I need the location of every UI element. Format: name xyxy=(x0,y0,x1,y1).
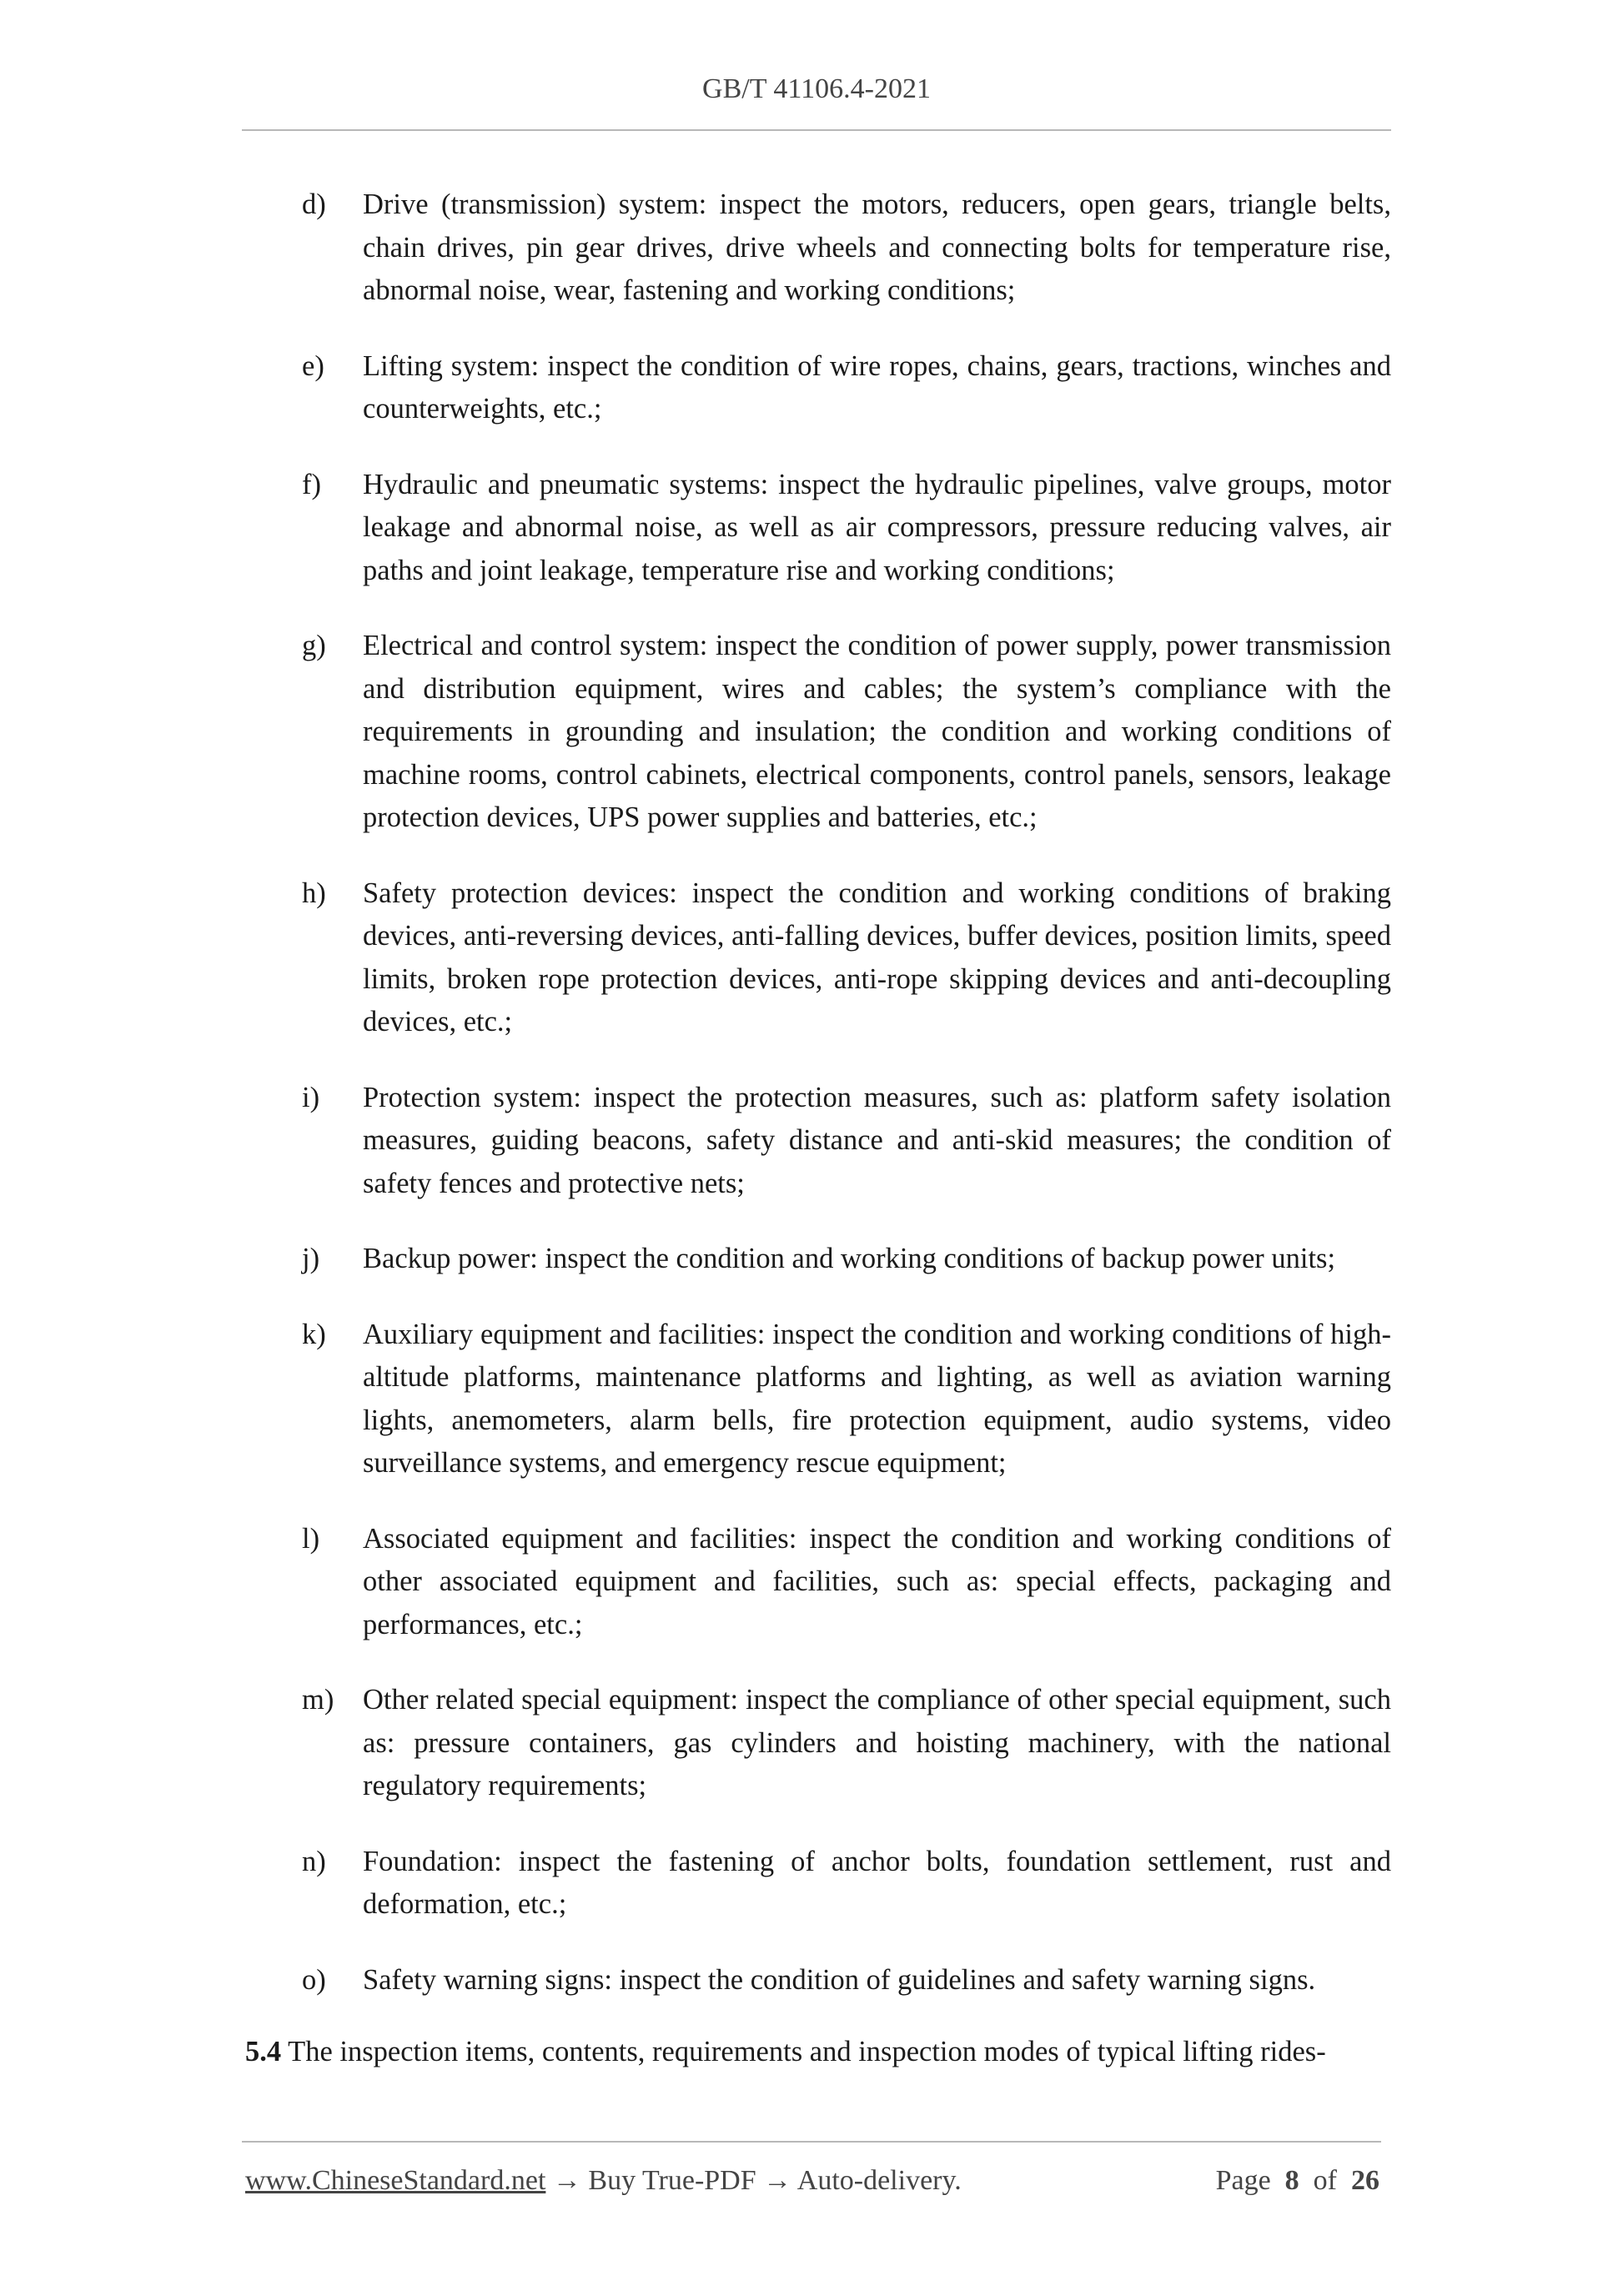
list-item-text: Other related special equipment: inspect the compliance of other special equipment, such as: pressure containers, gas cylinders and hoisting machinery, with the national regulatory requirements; xyxy=(363,1684,1391,1801)
list-marker: m) xyxy=(302,1684,334,1716)
list-item xyxy=(242,872,1391,1044)
list-marker: n) xyxy=(302,1845,326,1877)
header-divider xyxy=(242,129,1391,131)
list-item-text: Hydraulic and pneumatic systems: inspect the hydraulic pipelines, valve groups, motor leakage and abnormal noise, as well as air compressors, pressure reducing valves, air paths and joint leakage, temperature rise and working conditions; xyxy=(363,468,1391,586)
list-item-text: Auxiliary equipment and facilities: inspect the condition and working conditions of high-altitude platforms, maintenance platforms and lighting, as well as aviation warning lights, anemometers, alarm bells, fire protection equipment, audio systems, video surveillance systems, and emergency rescue equipment; xyxy=(363,1318,1391,1479)
list-item xyxy=(242,183,1391,313)
footer-tagline: → Buy True-PDF → Auto-delivery. xyxy=(545,2165,962,2196)
list-item xyxy=(242,625,1391,840)
list-item-text: Protection system: inspect the protection measures, such as: platform safety isolation measures, guiding beacons, safety distance and anti-skid measures; the condition of safety fences and protective nets; xyxy=(363,1081,1391,1199)
clause-number: 5.4 xyxy=(245,2036,282,2067)
page-indicator xyxy=(1216,2165,1379,2197)
list-marker: h) xyxy=(302,877,326,909)
list-marker: e) xyxy=(302,349,324,382)
page-word: Page xyxy=(1215,2165,1271,2196)
list-item-text: Associated equipment and facilities: inspect the condition and working conditions of other associated equipment and facilities, such as: special effects, packaging and performances, etc.; xyxy=(363,1522,1391,1640)
list-marker: g) xyxy=(302,630,326,661)
list-item-text: Foundation: inspect the fastening of anchor bolts, foundation settlement, rust and deformation, etc.; xyxy=(363,1845,1391,1920)
list-item-text: Safety warning signs: inspect the condition of guidelines and safety warning signs. xyxy=(363,1963,1316,1996)
list-item-text: Safety protection devices: inspect the condition and working conditions of braking devices, anti-reversing devices, anti-falling devices, buffer devices, position limits, speed limits, broken rope protection devices, anti-rope skipping devices and anti-decoupling devices, etc.; xyxy=(363,877,1391,1037)
list-marker: d) xyxy=(302,188,326,220)
list-marker: l) xyxy=(302,1522,320,1555)
list-item-text: Electrical and control system: inspect the condition of power supply, power transmission and distribution equipment, wires and cables; the system’s compliance with the requirements in grounding and insulation; the condition and working conditions of machine rooms, control cabinets, electrical components, control panels, sensors, leakage protection devices, UPS power supplies and batteries, etc.; xyxy=(363,630,1391,833)
list-item-text: Backup power: inspect the condition and working conditions of backup power units; xyxy=(363,1243,1336,1274)
list-item xyxy=(242,1238,1391,1281)
list-item xyxy=(242,1518,1391,1647)
list-item xyxy=(242,1679,1391,1808)
page-number: 8 xyxy=(1284,2165,1299,2196)
document-header: GB/T 41106.4-2021 xyxy=(702,73,931,104)
list-item xyxy=(242,1841,1391,1927)
list-item xyxy=(242,1959,1391,2002)
footer-divider xyxy=(242,2141,1381,2143)
inspection-list xyxy=(242,183,1391,2034)
of-word: of xyxy=(1313,2165,1337,2196)
list-marker: i) xyxy=(302,1081,320,1113)
list-item xyxy=(242,345,1391,431)
clause-text: The inspection items, contents, requirements and inspection modes of typical lifting rides- xyxy=(281,2036,1326,2067)
list-item-text: Lifting system: inspect the condition of wire ropes, chains, gears, tractions, winches and counterweights, etc.; xyxy=(363,349,1391,425)
list-marker: f) xyxy=(302,468,321,500)
list-item xyxy=(242,464,1391,593)
website-link[interactable]: www.ChineseStandard.net xyxy=(245,2165,546,2196)
list-marker: o) xyxy=(302,1963,326,1996)
list-item xyxy=(242,1314,1391,1485)
clause-paragraph xyxy=(245,2031,1391,2074)
list-item-text: Drive (transmission) system: inspect the motors, reducers, open gears, triangle belts, chain drives, pin gear drives, drive wheels and connecting bolts for temperature rise, abnormal noise, wear, fastening and working conditions; xyxy=(363,188,1391,306)
list-marker: j) xyxy=(302,1243,320,1274)
list-item xyxy=(242,1077,1391,1206)
page-footer xyxy=(245,2165,1379,2197)
list-marker: k) xyxy=(302,1318,326,1350)
total-pages: 26 xyxy=(1351,2165,1379,2196)
